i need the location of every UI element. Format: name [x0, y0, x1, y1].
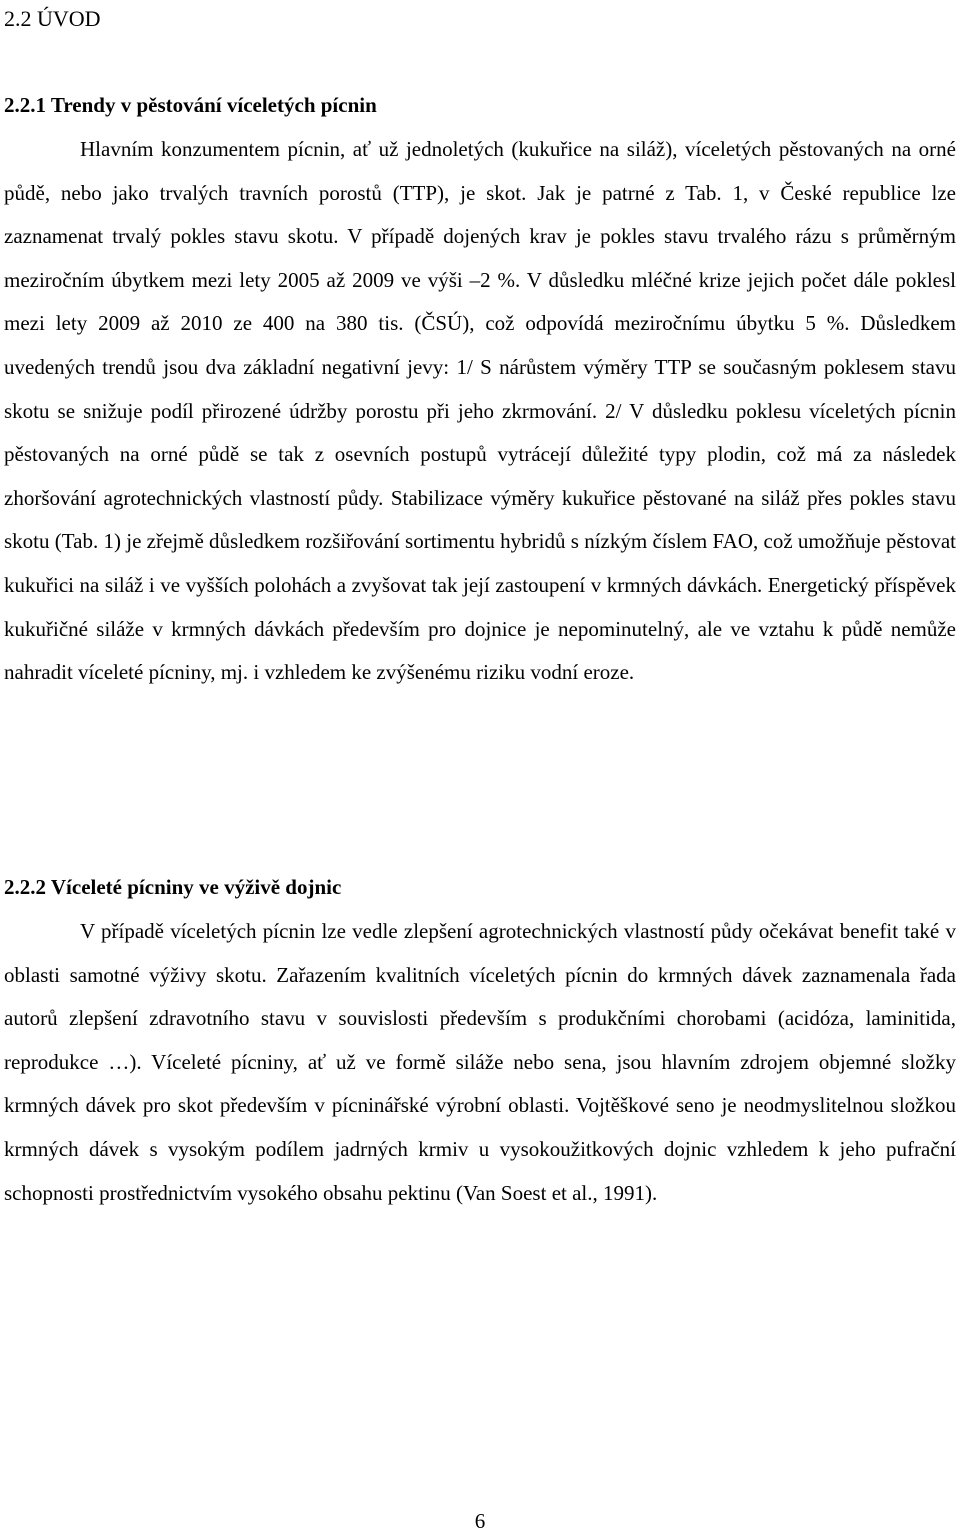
- page-number: 6: [474, 1509, 486, 1533]
- section-paragraph-trends: Hlavním konzumentem pícnin, ať už jednoletých (kukuřice na siláž), víceletých pěstovaných na orné půdě, nebo jako trvalých travních porostů (TTP), je skot. Jak je patrné z Tab. 1, v České republice lze zaznamenat trvalý pokles stavu skotu. V případě dojených krav je pokles stavu trvalého rázu s průměrným meziročním úbytkem mezi lety 2005 až 2009 ve výši –2 %. V důsledku mléčné krize jejich počet dále poklesl mezi lety 2009 až 2010 ze 400 na 380 tis. (ČSÚ), což odpovídá meziročnímu úbytku 5 %. Důsledkem uvedených trendů jsou dva základní negativní jevy: 1/ S nárůstem výměry TTP se současným poklesem stavu skotu se snižuje podíl přirozené údržby porostu při jeho zkrmování. 2/ V důsledku poklesu víceletých pícnin pěstovaných na orné půdě se tak z osevních postupů vytrácejí důležité typy plodin, což má za následek zhoršování agrotechnických vlastností půdy. Stabilizace výměry kukuřice pěstované na siláž přes pokles stavu skotu (Tab. 1) je zřejmě důsledkem rozšiřování sortimentu hybridů s nízkým číslem FAO, což umožňuje pěstovat kukuřici na siláž i ve vyšších polohách a zvyšovat tak její zastoupení v krmných dávkách. Energetický příspěvek kukuřičné siláže v krmných dávkách především pro dojnice je nepominutelný, ale ve vztahu k půdě nemůže nahradit víceleté pícniny, mj. i vzhledem ke zvýšenému riziku vodní eroze.: [4, 137, 956, 685]
- chapter-heading: 2.2 ÚVOD: [4, 6, 101, 31]
- section-heading-nutrition: 2.2.2 Víceleté pícniny ve výživě dojnic: [4, 875, 342, 899]
- section-heading-trends: 2.2.1 Trendy v pěstování víceletých pícnin: [4, 93, 377, 117]
- section-paragraph-nutrition: V případě víceletých pícnin lze vedle zlepšení agrotechnických vlastností půdy očekávat benefit také v oblasti samotné výživy skotu. Zařazením kvalitních víceletých pícnin do krmných dávek zaznamenala řada autorů zlepšení zdravotního stavu v souvislosti především s produkčními chorobami (acidóza, laminitida, reprodukce …). Víceleté pícniny, ať už ve formě siláže nebo sena, jsou hlavním zdrojem objemné složky krmných dávek pro skot především v pícninářské výrobní oblasti. Vojtěškové seno je neodmyslitelnou složkou krmných dávek s vysokým podílem jadrných krmiv u vysokoužitkových dojnic vzhledem k jeho pufrační schopnosti prostřednictvím vysokého obsahu pektinu (Van Soest et al., 1991).: [4, 919, 956, 1205]
